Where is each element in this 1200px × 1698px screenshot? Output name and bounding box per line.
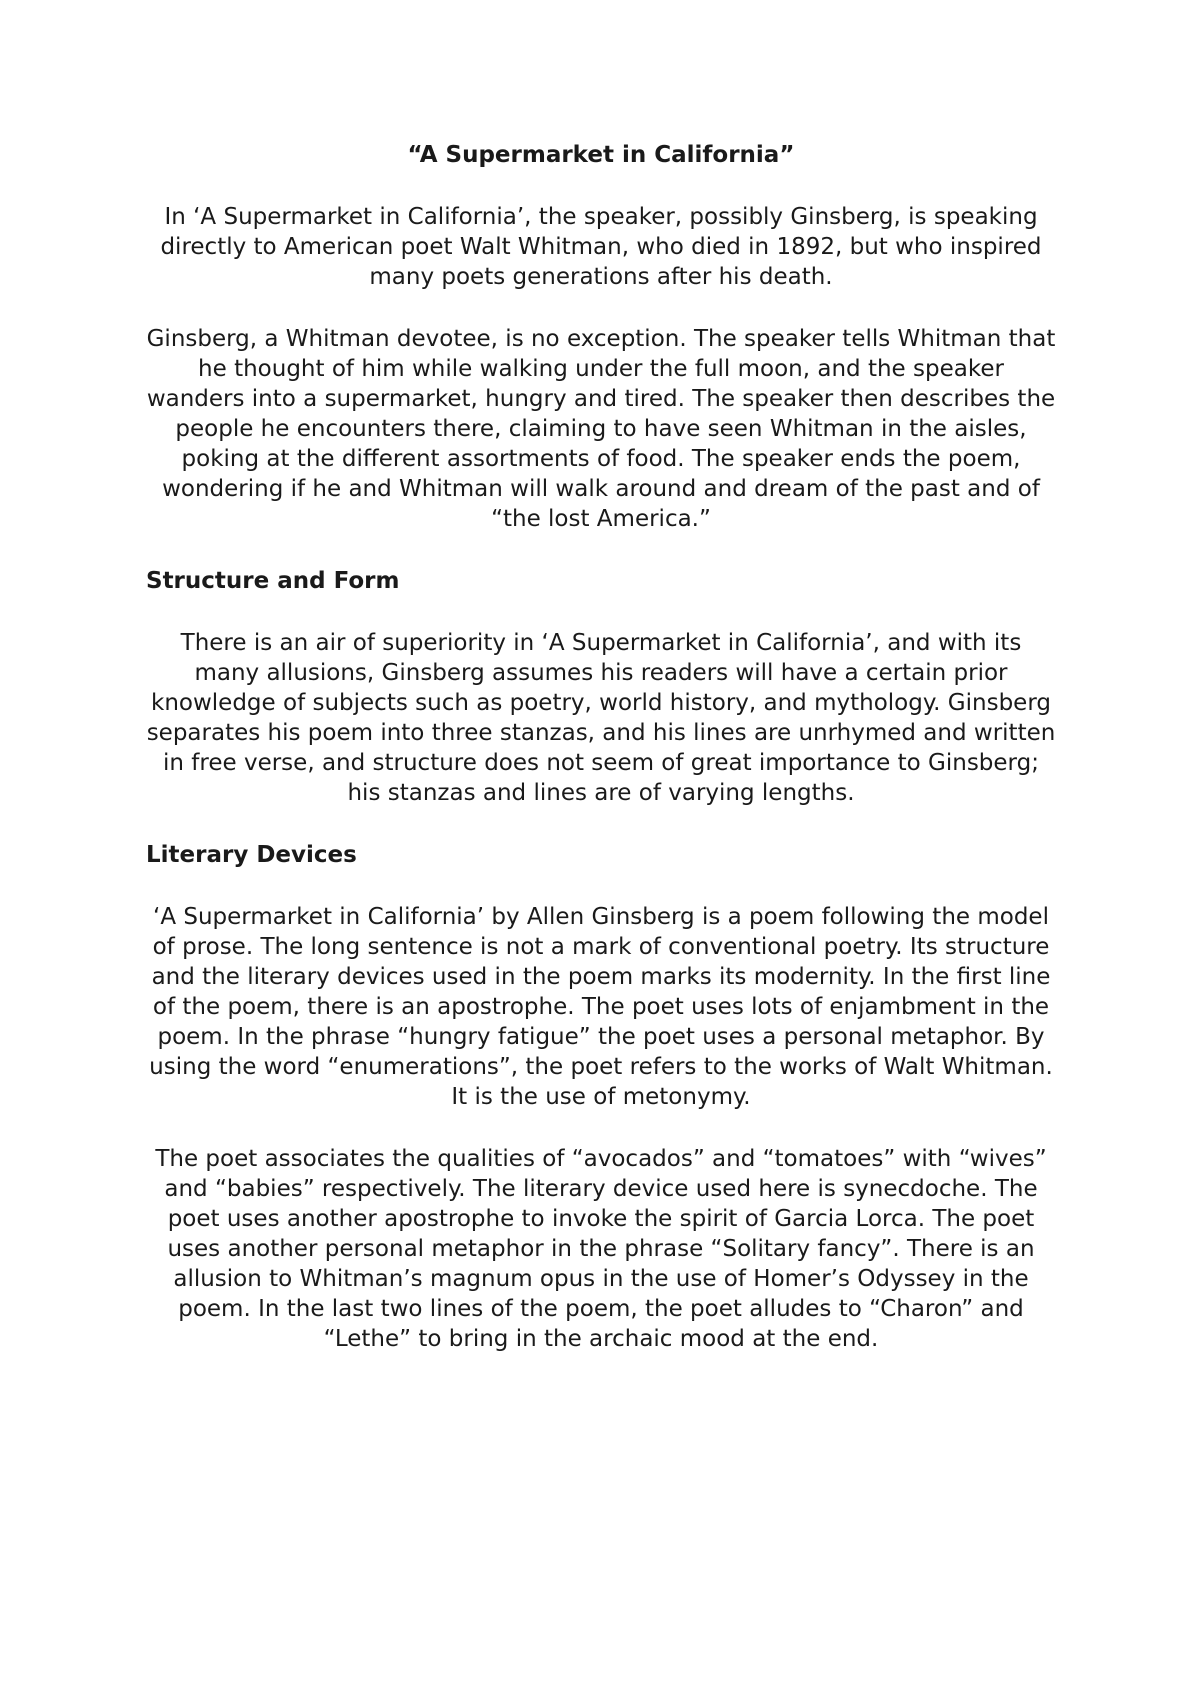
paragraph-devices-2: The poet associates the qualities of “avocados” and “tomatoes” with “wives” and “babies” respectively. The literary device used here is synecdoche. The poet uses another apostrophe to invoke the spirit of Garcia Lorca. The poet uses another personal metaphor in the phrase “Solitary fancy”. There is an allusion to Whitman’s magnum opus in the use of Homer’s Odyssey in the poem. In the last two lines of the poem, the poet alludes to “Charon” and “Lethe” to bring in the archaic mood at the end. xyxy=(155,1146,1047,1352)
heading-literary-devices: Literary Devices xyxy=(146,842,357,868)
paragraph-devices-1: ‘A Supermarket in California’ by Allen Ginsberg is a poem following the model of prose. The long sentence is not a mark of conventional poetry. Its structure and the literary devices used in the poem marks its modernity. In the first line of the poem, there is an apostrophe. The poet uses lots of enjambment in the poem. In the phrase “hungry fatigue” the poet uses a personal metaphor. By using the word “enumerations”, the poet refers to the works of Walt Whitman. It is the use of metonymy. xyxy=(149,904,1053,1110)
document-body xyxy=(146,140,1056,1386)
paragraph-summary: Ginsberg, a Whitman devotee, is no exception. The speaker tells Whitman that he thought of him while walking under the full moon, and the speaker wanders into a supermarket, hungry and tired. The speaker then describes the people he encounters there, claiming to have seen Whitman in the aisles, poking at the different assortments of food. The speaker ends the poem, wondering if he and Whitman will walk around and dream of the past and of “the lost America.” xyxy=(146,326,1056,532)
document-title: “A Supermarket in California” xyxy=(407,142,795,168)
paragraph-intro: In ‘A Supermarket in California’, the speaker, possibly Ginsberg, is speaking directly to American poet Walt Whitman, who died in 1892, but who inspired many poets generations after his death. xyxy=(160,204,1042,290)
heading-structure-and-form: Structure and Form xyxy=(146,568,400,594)
paragraph-structure: There is an air of superiority in ‘A Supermarket in California’, and with its many allusions, Ginsberg assumes his readers will have a certain prior knowledge of subjects such as poetry, world history, and mythology. Ginsberg separates his poem into three stanzas, and his lines are unrhymed and written in free verse, and structure does not seem of great importance to Ginsberg; his stanzas and lines are of varying lengths. xyxy=(146,630,1056,806)
